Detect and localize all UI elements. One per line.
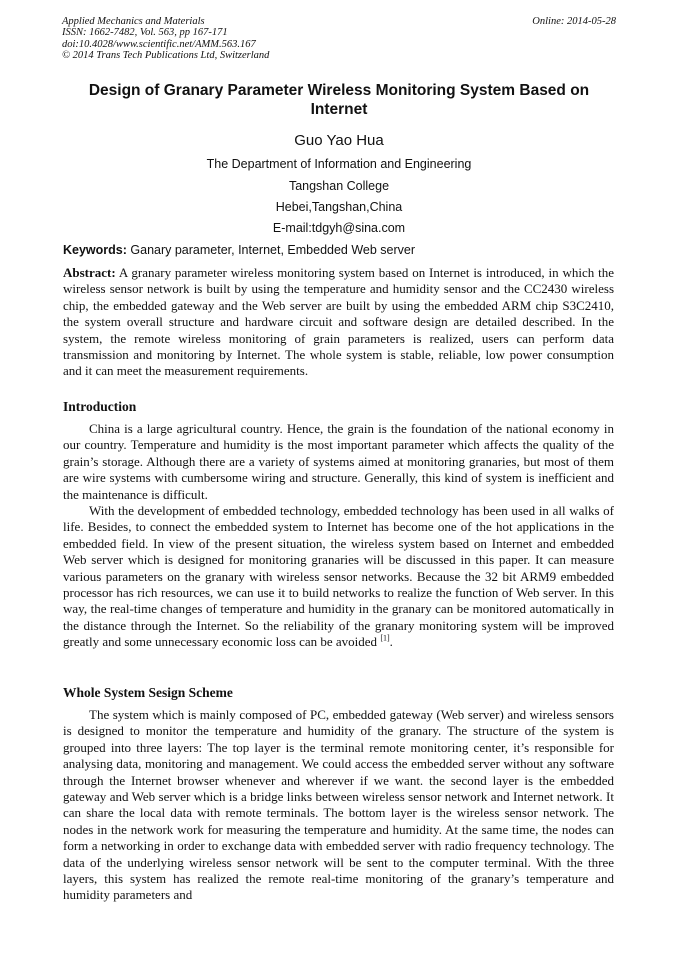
introduction-paragraph-2-text: With the development of embedded technology, embedded technology has been used in all walks of life. Besides, to connect the embedded system to Internet has become one of the hot applications in the embedded field. In view of the present situation, the wireless system based on Internet and embedded Web server which is designed for monitoring granaries will be discussed in this paper. It can measure various parameters on the granary with wireless sensor networks. Because the 32 bit ARM9 embedded processor has rich resources, we can use it to build networks to realize the function of Web server. In this way, the real-time changes of temperature and humidity in the granary can be monitored automatically in the distance through the Internet. So the reliability of the granary monitoring system will be improved greatly and some unnecessary economic loss can be avoided bbox=[63, 503, 614, 650]
abstract bbox=[63, 265, 614, 380]
section-heading-introduction: Introduction bbox=[63, 399, 137, 414]
introduction-paragraph-2 bbox=[63, 503, 614, 651]
citation-ref: [1] bbox=[380, 633, 390, 643]
online-date: Online: 2014-05-28 bbox=[532, 16, 616, 27]
paper-title: Design of Granary Parameter Wireless Monitoring System Based on Internet bbox=[88, 82, 590, 118]
abstract-label: Abstract: bbox=[63, 265, 116, 280]
introduction-paragraph-1: China is a large agricultural country. Hence, the grain is the foundation of the national economy in our country. Temperature and humidity is the most important parameter which affects the quality of the grain’s storage. Although there are a variety of systems aimed at monitoring granaries, but most of them are wire systems with cumbersome wiring and structure. Generally, this kind of system is inefficient and the maintenance is difficult. bbox=[63, 421, 614, 502]
keywords-label: Keywords: bbox=[63, 243, 127, 257]
journal-copyright: © 2014 Trans Tech Publications Ltd, Switzerland bbox=[62, 50, 270, 62]
journal-header bbox=[62, 16, 616, 62]
introduction-paragraph-2-end: . bbox=[389, 634, 393, 650]
section-heading-whole-system: Whole System Sesign Scheme bbox=[63, 685, 233, 700]
affiliation-college: Tangshan College bbox=[288, 179, 390, 193]
affiliation-location: Hebei,Tangshan,China bbox=[275, 200, 403, 214]
journal-name: Applied Mechanics and Materials bbox=[62, 16, 205, 27]
introduction-body bbox=[63, 421, 614, 651]
affiliation-email: E-mail:tdgyh@sina.com bbox=[272, 221, 406, 235]
keywords-text: Ganary parameter, Internet, Embedded Web server bbox=[130, 243, 416, 257]
whole-system-body bbox=[63, 707, 614, 904]
whole-system-paragraph-1: The system which is mainly composed of PC, embedded gateway (Web server) and wireless sensors is designed to monitor the temperature and humidity of the granary. The structure of the system is grouped into three layers: The top layer is the terminal remote monitoring center, it’s responsible for analysing data, monitoring and management. We could access the embedded server without any software through the Internet browser whenever and wherever if we want. the second layer is the embedded gateway and Web server which is a bridge links between wireless sensor network and Internet network. It can share the local data with remote terminals. The bottom layer is the wireless sensor network. The nodes in the network work for measuring the temperature and humidity. At the same time, the nodes can form a networking in order to exchange data with embedded server with radio frequency technology. The data of the underlying wireless sensor network will be sent to the computer terminal. With the three layers, this system has realized the remote real-time monitoring of the granary’s temperature and humidity parameters and bbox=[63, 707, 614, 903]
journal-doi: doi:10.4028/www.scientific.net/AMM.563.167 bbox=[62, 38, 256, 50]
affiliation-department: The Department of Information and Engineering bbox=[206, 157, 472, 171]
journal-issn: ISSN: 1662-7482, Vol. 563, pp 167-171 bbox=[62, 27, 228, 39]
abstract-text: A granary parameter wireless monitoring system based on Internet is introduced, in which the wireless sensor network is built by using the temperature and humidity sensor and the CC2430 wireless chip, the embedded gateway and the Web server are built by using the embedded ARM chip S3C2410, the system overall structure and hardware circuit and software design are detailed described. In the system, the remote wireless monitoring of grain parameters is realized, users can perform data transmission and monitoring by Internet. The whole system is stable, reliable, low power consumption and it can meet the measurement requirements. bbox=[63, 265, 614, 379]
author-name: Guo Yao Hua bbox=[294, 132, 384, 149]
keywords bbox=[63, 243, 415, 258]
